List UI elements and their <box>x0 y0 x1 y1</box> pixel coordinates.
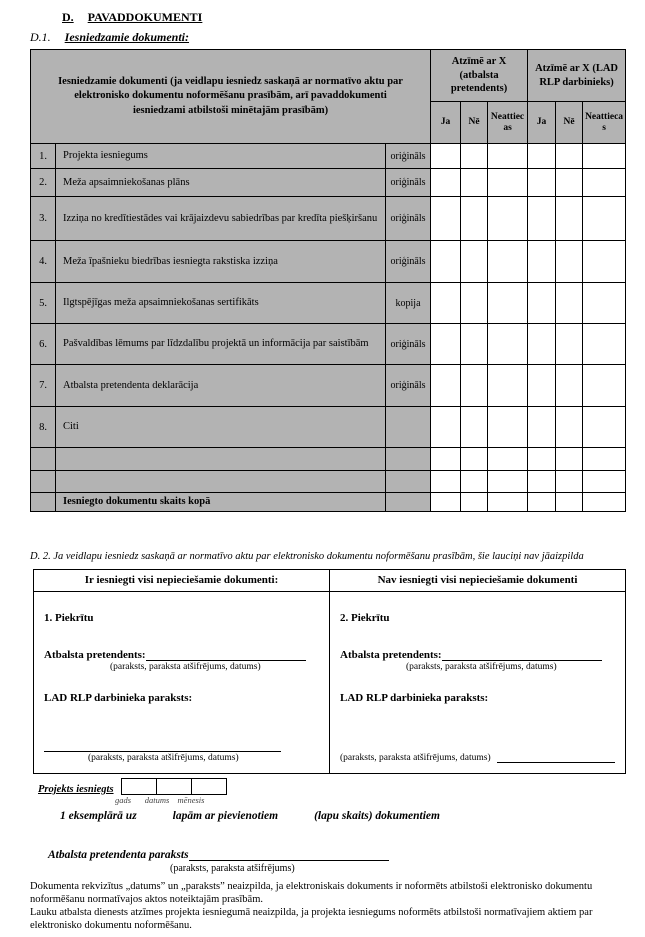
column-group-applicant: Atzīmē ar X (atbalsta pretendents) <box>431 50 528 102</box>
mark-neattiecas-lad[interactable] <box>583 448 626 471</box>
applicant-signature-line-right[interactable] <box>442 648 602 661</box>
d2-note: D. 2. Ja veidlapu iesniedz saskaņā ar normatīvo aktu par elektronisko dokumentu noformēšanu prasībām, šie lauciņi nav jāaizpilda <box>30 550 584 562</box>
copies-prefix: 1 eksemplārā uz <box>60 809 137 822</box>
subheader-ne-lad: Nē <box>556 102 583 144</box>
document-name: Pašvaldības lēmums par līdzdalību projektā un informācija par saistībām <box>56 324 386 365</box>
bottom-caption-right: (paraksts, paraksta atšifrējums, datums) <box>340 752 491 763</box>
mark-ja-lad[interactable] <box>528 324 556 365</box>
header-all-documents: Ir iesniegti visi nepieciešamie dokumenti: <box>34 569 330 591</box>
agree-label-left: 1. Piekrītu <box>44 611 94 624</box>
date-box-labels <box>106 795 625 805</box>
lad-signature-line-left[interactable] <box>44 751 281 752</box>
row-number: 3. <box>31 197 56 241</box>
mark-ne-applicant[interactable] <box>461 365 488 407</box>
mark-ja-lad[interactable] <box>528 448 556 471</box>
table-row <box>31 197 626 241</box>
table-row <box>31 471 626 493</box>
document-type: oriģināls <box>386 324 431 365</box>
row-number: 4. <box>31 241 56 283</box>
date-box[interactable] <box>156 778 192 795</box>
subheader-neattiecas-applicant: Neattiecas <box>488 102 528 144</box>
final-signature-line[interactable] <box>189 848 389 861</box>
mark-ne-lad[interactable] <box>556 448 583 471</box>
row-number <box>31 493 56 512</box>
table-row <box>31 144 626 169</box>
column-group-lad: Atzīmē ar X (LAD RLP darbinieks) <box>528 50 626 102</box>
mark-neattiecas-lad[interactable] <box>583 365 626 407</box>
mark-ja-applicant[interactable] <box>431 169 461 197</box>
mark-ne-applicant[interactable] <box>461 448 488 471</box>
document-type: oriģināls <box>386 365 431 407</box>
pages-count-blank[interactable] <box>137 807 173 819</box>
mark-ne-applicant[interactable] <box>461 471 488 493</box>
row-number: 5. <box>31 283 56 324</box>
mark-neattiecas-lad[interactable] <box>583 169 626 197</box>
mark-ne-lad[interactable] <box>556 144 583 169</box>
mark-neattiecas-applicant[interactable] <box>488 283 528 324</box>
total-label: Iesniegto dokumentu skaits kopā <box>56 493 386 512</box>
mark-ja-applicant[interactable] <box>431 407 461 448</box>
mark-ne-lad[interactable] <box>556 283 583 324</box>
document-type: kopija <box>386 283 431 324</box>
row-number: 7. <box>31 365 56 407</box>
mark-ja-applicant[interactable] <box>431 365 461 407</box>
project-submitted-row <box>38 778 625 795</box>
mark-neattiecas-lad[interactable] <box>583 324 626 365</box>
total-row <box>31 493 626 512</box>
mark-neattiecas-applicant[interactable] <box>488 241 528 283</box>
confirmation-cell-left <box>34 591 330 773</box>
subheader-ne-applicant: Nē <box>461 102 488 144</box>
mark-neattiecas-applicant[interactable] <box>488 144 528 169</box>
total-neattiecas-applicant[interactable] <box>488 493 528 512</box>
documents-count-blank[interactable] <box>278 807 314 819</box>
document-name: Citi <box>56 407 386 448</box>
copies-suffix: (lapu skaits) dokumentiem <box>314 809 440 822</box>
table-row <box>31 365 626 407</box>
document-name: Projekta iesniegums <box>56 144 386 169</box>
mark-ne-applicant[interactable] <box>461 197 488 241</box>
month-box[interactable] <box>191 778 227 795</box>
mark-ne-lad[interactable] <box>556 169 583 197</box>
lad-signature-line-right[interactable] <box>497 752 615 763</box>
document-name: Atbalsta pretendenta deklarācija <box>56 365 386 407</box>
table-row <box>31 448 626 471</box>
mark-neattiecas-applicant[interactable] <box>488 407 528 448</box>
mark-ne-applicant[interactable] <box>461 283 488 324</box>
mark-ne-lad[interactable] <box>556 241 583 283</box>
document-name: Meža apsaimniekošanas plāns <box>56 169 386 197</box>
mark-neattiecas-applicant[interactable] <box>488 365 528 407</box>
document-name <box>56 471 386 493</box>
applicant-label-right: Atbalsta pretendents: <box>340 648 442 661</box>
copies-mid: lapām ar pievienotiem <box>172 809 279 822</box>
mark-ja-lad[interactable] <box>528 283 556 324</box>
total-ne-lad[interactable] <box>556 493 583 512</box>
mark-neattiecas-applicant[interactable] <box>488 448 528 471</box>
mark-ja-lad[interactable] <box>528 144 556 169</box>
total-neattiecas-lad[interactable] <box>583 493 626 512</box>
mark-ja-lad[interactable] <box>528 241 556 283</box>
mark-ne-lad[interactable] <box>556 324 583 365</box>
applicant-signature-line-left[interactable] <box>146 648 306 661</box>
document-type <box>386 448 431 471</box>
project-submitted-label: Projekts iesniegts <box>38 783 114 795</box>
mark-ja-applicant[interactable] <box>431 448 461 471</box>
mark-neattiecas-lad[interactable] <box>583 471 626 493</box>
year-box-label: gads <box>114 794 132 805</box>
mark-neattiecas-applicant[interactable] <box>488 197 528 241</box>
section-title <box>62 10 625 24</box>
bottom-caption-left: (paraksts, paraksta atšifrējums, datums) <box>88 752 239 763</box>
applicant-label-left: Atbalsta pretendents: <box>44 648 146 661</box>
copies-line <box>60 807 625 822</box>
mark-neattiecas-lad[interactable] <box>583 197 626 241</box>
mark-neattiecas-lad[interactable] <box>583 407 626 448</box>
document-name: Ilgtspējīgas meža apsaimniekošanas sertifikāts <box>56 283 386 324</box>
mark-ne-applicant[interactable] <box>461 241 488 283</box>
document-type <box>386 471 431 493</box>
signature-caption-right: (paraksts, paraksta atšifrējums, datums) <box>406 661 557 672</box>
d1-title: Iesniedzamie dokumenti: <box>64 30 190 44</box>
total-ne-applicant[interactable] <box>461 493 488 512</box>
documents-table <box>30 49 626 512</box>
document-type: oriģināls <box>386 144 431 169</box>
table-row <box>31 407 626 448</box>
footnotes <box>30 880 624 932</box>
row-number: 8. <box>31 407 56 448</box>
mark-ne-lad[interactable] <box>556 407 583 448</box>
document-type: oriģināls <box>386 241 431 283</box>
mark-neattiecas-lad[interactable] <box>583 283 626 324</box>
mark-ne-lad[interactable] <box>556 365 583 407</box>
mark-neattiecas-lad[interactable] <box>583 144 626 169</box>
mark-ne-lad[interactable] <box>556 197 583 241</box>
mark-ne-applicant[interactable] <box>461 324 488 365</box>
confirmation-table <box>33 569 626 774</box>
table-row <box>31 324 626 365</box>
mark-ja-applicant[interactable] <box>431 197 461 241</box>
table-row <box>31 283 626 324</box>
table-main-header: Iesniedzamie dokumenti (ja veidlapu iesniedz saskaņā ar normatīvo aktu par elektronisko dokumentu noformēšanu prasībām, arī pavaddokumenti iesniedzami atbilstoši minētajām prasībām) <box>31 50 431 144</box>
row-number <box>31 448 56 471</box>
total-ja-lad[interactable] <box>528 493 556 512</box>
mark-ja-applicant[interactable] <box>431 471 461 493</box>
subheader-ja-applicant: Ja <box>431 102 461 144</box>
date-boxes <box>122 778 227 795</box>
agree-label-right: 2. Piekrītu <box>340 611 390 624</box>
document-name <box>56 448 386 471</box>
confirmation-cell-right <box>330 591 626 773</box>
table-row <box>31 241 626 283</box>
final-signature-row <box>48 846 625 861</box>
signature-caption-left: (paraksts, paraksta atšifrējums, datums) <box>110 661 261 672</box>
document-name: Izziņa no kredītiestādes vai krājaizdevu sabiedrības par kredīta piešķiršanu <box>56 197 386 241</box>
row-number: 2. <box>31 169 56 197</box>
row-number <box>31 471 56 493</box>
row-number: 1. <box>31 144 56 169</box>
mark-ne-applicant[interactable] <box>461 169 488 197</box>
total-ja-applicant[interactable] <box>431 493 461 512</box>
document-type: oriģināls <box>386 197 431 241</box>
mark-ne-lad[interactable] <box>556 471 583 493</box>
subheader-ja-lad: Ja <box>528 102 556 144</box>
date-box-label: datums <box>144 794 170 805</box>
final-signature-caption: (paraksts, paraksta atšifrējums) <box>170 862 295 874</box>
final-signature-label: Atbalsta pretendenta paraksts <box>48 848 189 861</box>
mark-neattiecas-applicant[interactable] <box>488 324 528 365</box>
mark-neattiecas-applicant[interactable] <box>488 471 528 493</box>
mark-ja-lad[interactable] <box>528 365 556 407</box>
document-name: Meža īpašnieku biedrības iesniegta rakstiska izziņa <box>56 241 386 283</box>
document-type: oriģināls <box>386 169 431 197</box>
mark-neattiecas-lad[interactable] <box>583 241 626 283</box>
mark-ja-applicant[interactable] <box>431 144 461 169</box>
d1-number: D.1. <box>30 30 51 44</box>
mark-ja-lad[interactable] <box>528 471 556 493</box>
mark-ja-lad[interactable] <box>528 197 556 241</box>
subheader-neattiecas-lad: Neattiecas <box>583 102 626 144</box>
section-letter: D. <box>62 10 74 24</box>
mark-ja-applicant[interactable] <box>431 324 461 365</box>
mark-ja-lad[interactable] <box>528 169 556 197</box>
table-row <box>31 169 626 197</box>
mark-neattiecas-applicant[interactable] <box>488 169 528 197</box>
mark-ja-applicant[interactable] <box>431 241 461 283</box>
document-type <box>386 407 431 448</box>
row-number: 6. <box>31 324 56 365</box>
footnote-electronic-document: Dokumenta rekvizītus „datums” un „paraksts” neaizpilda, ja elektroniskais dokuments ir noformēts atbilstoši elektronisko dokumentu noformēšanu normatīvajos aktos noteiktajām prasībām. <box>30 880 593 905</box>
mark-ne-applicant[interactable] <box>461 144 488 169</box>
document-type <box>386 493 431 512</box>
d1-heading <box>30 30 625 45</box>
section-name: PAVADDOKUMENTI <box>87 10 203 24</box>
header-not-all-documents: Nav iesniegti visi nepieciešamie dokumenti <box>330 569 626 591</box>
month-box-label: mēnesis <box>177 794 205 805</box>
footnote-lad-marks: Lauku atbalsta dienests atzīmes projekta iesniegumā neaizpilda, ja projekta iesniegums noformēts atbilstoši normatīvajiem aktiem par elektronisko dokumentu noformēšanu. <box>30 906 593 931</box>
mark-ja-applicant[interactable] <box>431 283 461 324</box>
mark-ja-lad[interactable] <box>528 407 556 448</box>
mark-ne-applicant[interactable] <box>461 407 488 448</box>
year-box[interactable] <box>121 778 157 795</box>
lad-signature-label-left: LAD RLP darbinieka paraksts: <box>44 691 193 704</box>
lad-signature-label-right: LAD RLP darbinieka paraksts: <box>340 691 489 704</box>
